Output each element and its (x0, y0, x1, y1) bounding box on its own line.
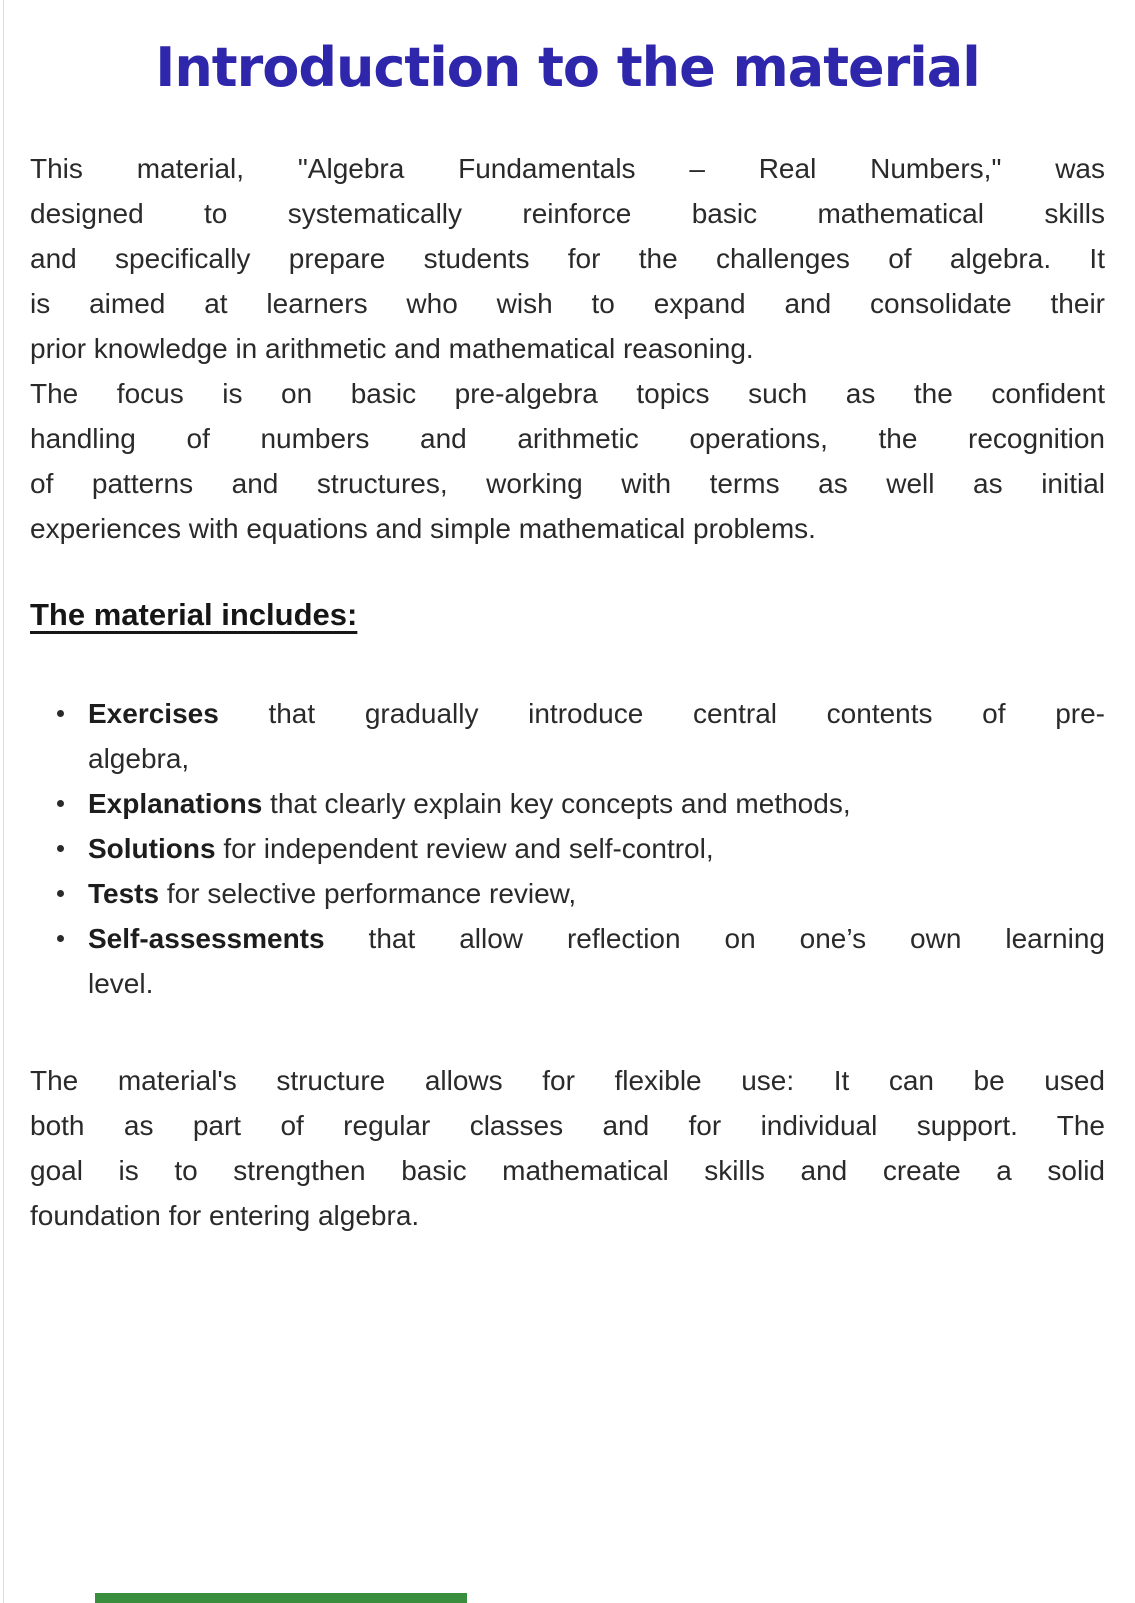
list-item (30, 781, 1105, 826)
paragraph-line: prior knowledge in arithmetic and mathematical reasoning. (30, 332, 754, 364)
bullet-line (88, 781, 1105, 826)
paragraph-line: designed to systematically reinforce basic mathematical skills (30, 197, 1105, 229)
bullet-term: Explanations (88, 787, 263, 819)
bullet-icon (57, 890, 64, 897)
page-edge-line (3, 0, 4, 1603)
bullet-icon (57, 845, 64, 852)
green-bar (95, 1593, 467, 1603)
bullet-line (88, 826, 1105, 871)
bullet-text: for selective performance review, (159, 877, 577, 909)
bullet-term: Self-assessments (88, 922, 325, 954)
paragraph-line: handling of numbers and arithmetic operations, the recognition (30, 422, 1105, 454)
bullet-term: Tests (88, 877, 160, 909)
bullet-list (30, 691, 1105, 1006)
bullet-line: level. (88, 967, 154, 999)
paragraph-line: This material, "Algebra Fundamentals – Real Numbers," was (30, 152, 1105, 184)
bullet-term: Exercises (88, 697, 219, 729)
bullet-line (88, 871, 1105, 916)
bullet-text: that allow reflection on one’s own learning (324, 922, 1105, 954)
paragraph-line: foundation for entering algebra. (30, 1199, 420, 1231)
paragraph-line: The focus is on basic pre-algebra topics such as the confident (30, 377, 1105, 409)
paragraph-line: both as part of regular classes and for individual support. The (30, 1109, 1105, 1141)
section-heading: The material includes: (30, 596, 358, 632)
bullet-line (88, 916, 1105, 961)
paragraph-line: The material's structure allows for flexible use: It can be used (30, 1064, 1105, 1096)
bullet-line: algebra, (88, 742, 190, 774)
paragraph-line: and specifically prepare students for the challenges of algebra. It (30, 242, 1105, 274)
page-content (30, 146, 1105, 1238)
bullet-line (88, 691, 1105, 736)
list-item (30, 871, 1105, 916)
bullet-text: for independent review and self-control, (215, 832, 714, 864)
paragraph-line: goal is to strengthen basic mathematical skills and create a solid (30, 1154, 1105, 1186)
intro-paragraph (30, 146, 1105, 551)
bullet-icon (57, 800, 64, 807)
paragraph-line: experiences with equations and simple mathematical problems. (30, 512, 816, 544)
page-title: Introduction to the material (155, 36, 980, 99)
paragraph-line: of patterns and structures, working with terms as well as initial (30, 467, 1105, 499)
bullet-icon (57, 710, 64, 717)
list-item (30, 916, 1105, 1006)
list-item (30, 826, 1105, 871)
bullet-text: that gradually introduce central contents of pre- (218, 697, 1105, 729)
outro-paragraph (30, 1058, 1105, 1238)
bullet-term: Solutions (88, 832, 216, 864)
bullet-icon (57, 935, 64, 942)
list-item (30, 691, 1105, 781)
paragraph-line: is aimed at learners who wish to expand and consolidate their (30, 287, 1105, 319)
bullet-text: that clearly explain key concepts and methods, (262, 787, 851, 819)
